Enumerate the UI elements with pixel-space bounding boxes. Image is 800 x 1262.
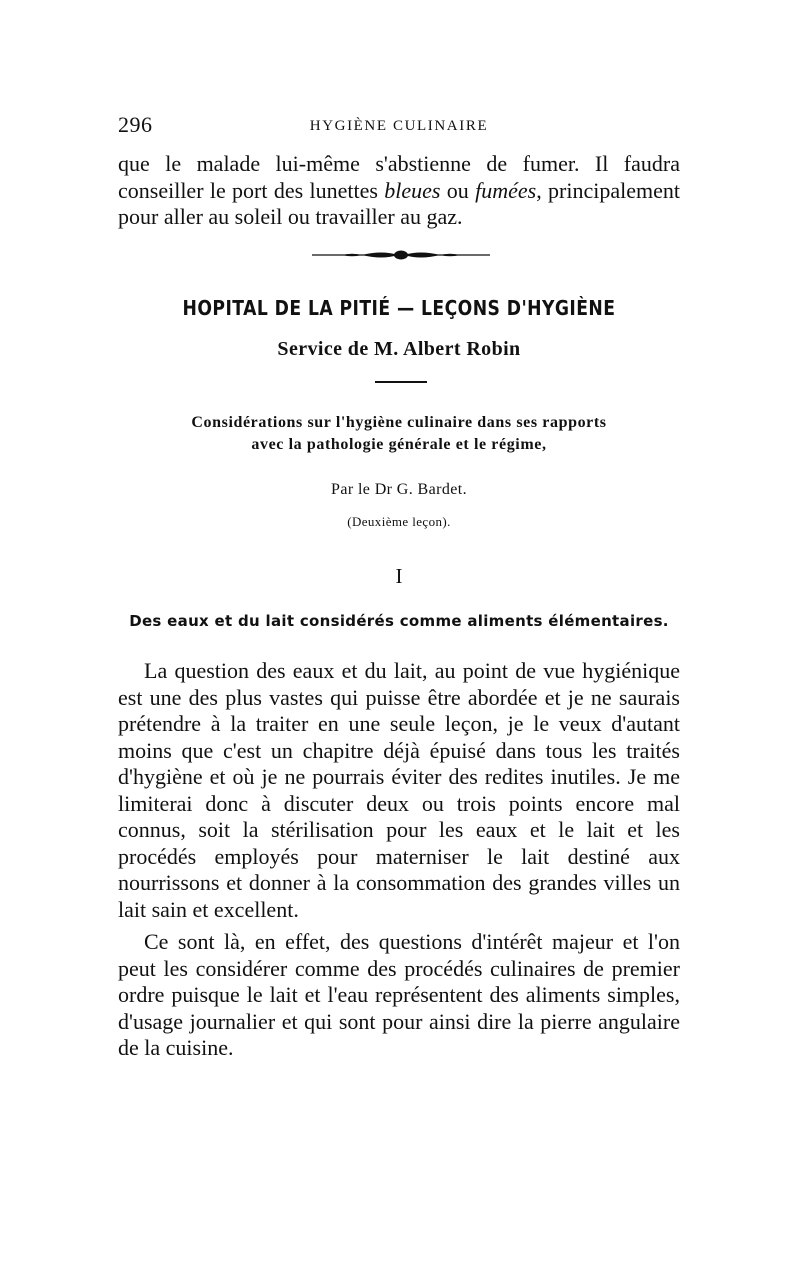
- running-head: [118, 112, 680, 140]
- lecture-subtitle: [118, 412, 680, 456]
- body-paragraph-1: [118, 658, 680, 923]
- ornament-divider: [312, 249, 490, 261]
- section-title: Des eaux et du lait considérés comme aliments élémentaires.: [129, 612, 669, 630]
- short-rule: [375, 381, 427, 383]
- body-paragraph-1-text: La question des eaux et du lait, au point de vue hygiénique est une des plus vastes qui puisse être abordée et je ne saurais prétendre à la traiter en une seule leçon, je le veux d'autant moins que c'est un chapitre déjà épuisé dans tous les traités d'hygiène et où je ne pourrais éviter des redites inutiles. Je me limiterai donc à discuter deux ou trois points encore mal connus, soit la stérilisation pour les eaux et le lait et les procédés employés pour materniser le lait destiné aux nourrissons et donner à la consommation des grandes villes un lait sain et excellent.: [118, 658, 680, 922]
- body-paragraph-2: [118, 929, 680, 1062]
- italic-word-fumees: fumées: [475, 177, 537, 203]
- lecture-subtitle-line2: avec la pathologie générale et le régime,: [251, 436, 547, 453]
- text-segment: que le malade lui-même s'abstienne de fumer. Il faudra conseiller le port des lunettes: [118, 151, 680, 203]
- service-heading: Service de M. Albert Robin: [277, 338, 521, 360]
- text-segment: ou: [440, 177, 476, 203]
- lecture-subtitle-line1: Considérations sur l'hygiène culinaire dans ses rapports: [191, 414, 607, 431]
- section-number: I: [395, 564, 403, 588]
- author-line: Par le Dr G. Bardet.: [331, 481, 467, 498]
- page-number: 296: [118, 112, 153, 137]
- italic-word-bleues: bleues: [384, 177, 441, 203]
- body-paragraph-2-text: Ce sont là, en effet, des questions d'intérêt majeur et l'on peut les considérer comme des procédés culinaires de premier ordre puisque le lait et l'eau représentent des aliments simples, d'usage journalier et qui sont pour ainsi dire la pierre angulaire de la cuisine.: [118, 929, 680, 1060]
- hospital-heading: HOPITAL DE LA PITIÉ — LEÇONS D'HYGIÈNE: [182, 296, 616, 320]
- running-title: HYGIÈNE CULINAIRE: [309, 118, 489, 134]
- text-segment: , principalement pour aller au soleil ou travailler au gaz.: [118, 177, 680, 229]
- continued-paragraph: [118, 151, 680, 231]
- lecture-number: (Deuxième leçon).: [347, 514, 451, 529]
- continued-paragraph-text: [118, 151, 680, 231]
